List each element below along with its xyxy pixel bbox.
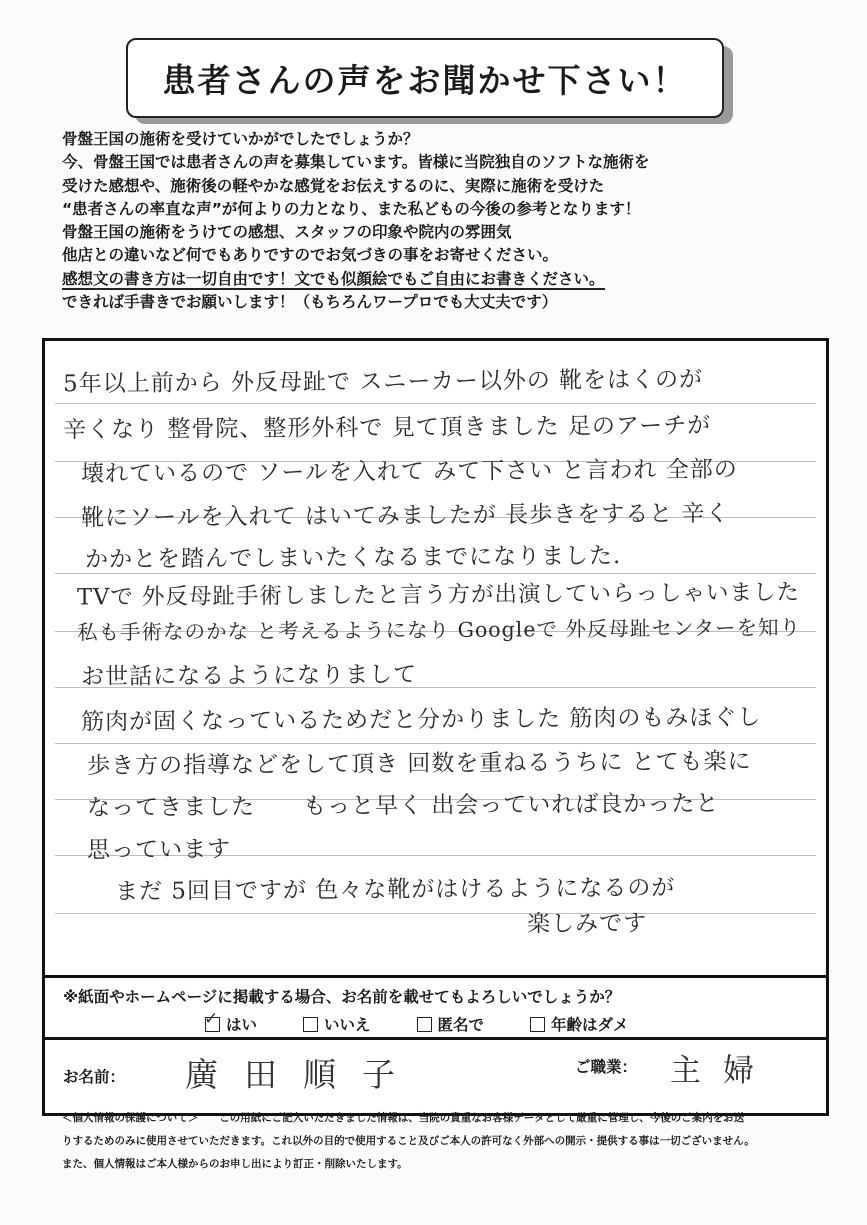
consent-option-yes[interactable] (204, 1008, 258, 1035)
privacy-line: また、個人情報はご本人様からのお申し出により訂正・削除いたします。 (62, 1158, 408, 1170)
handwritten-line: お世話になるようになりまして (80, 661, 418, 691)
handwritten-line: 筋肉が固くなっているためだと分かりました 筋肉のもみほぐし (80, 704, 762, 736)
name-divider (45, 1037, 826, 1040)
handwritten-line: 5年以上前から 外反母趾で スニーカー以外の 靴をはくのが (62, 366, 704, 398)
consent-option-no-age[interactable] (530, 1013, 629, 1035)
handwritten-line: 私も手術なのかな と考えるようになり Googleで 外反母趾センターを知り (76, 615, 802, 645)
occupation-label: ご職業： (575, 1058, 638, 1076)
handwritten-line: かかとを踏んでしまいたくなるまでになりました. (84, 543, 622, 573)
handwritten-line: 壊れているので ソールを入れて みて下さい と言われ 全部の (80, 456, 738, 488)
intro-line: 受けた感想や、施術後の軽やかな感覚をお伝えするのに、実際に施術を受けた (62, 176, 605, 195)
checkbox[interactable] (303, 1017, 318, 1032)
intro-line: 骨盤王国の施術を受けていかがでしたでしょうか？ (62, 130, 419, 148)
intro-line: 今、骨盤王国では患者さんの声を募集しています。皆様に当院独自のソフトな施術を (62, 153, 650, 172)
handwritten-line: まだ 5回目ですが 色々な靴がはけるようになるのが (114, 875, 676, 905)
intro-line: できれば手書きでお願いします！（もちろんワープロでも大丈夫です） (62, 293, 558, 312)
intro-line: 骨盤王国の施術をうけての感想、スタッフの印象や院内の雰囲気 (62, 223, 512, 242)
option-label: いいえ (324, 1016, 371, 1034)
checkbox[interactable] (204, 1008, 220, 1032)
handwritten-line: 思っています (86, 836, 232, 864)
handwritten-line: 辛くなり 整骨院、整形外科で 見て頂きました 足のアーチが (62, 412, 712, 444)
intro-line: “患者さんの率直な声”が何よりの力となり、また私どもの今後の参考となります！ (62, 199, 641, 218)
option-label: はい (226, 1016, 258, 1034)
handwritten-line: 歩き方の指導などをして頂き 回数を重ねるうちに とても楽に (86, 748, 752, 780)
response-box (42, 338, 829, 1116)
intro-line-text: 感想文の書き方は一切自由です！文でも似顔絵でもご自由にお書きください。 (62, 269, 605, 288)
check-mark-icon: ✓ (204, 1008, 219, 1029)
intro-line: 他店との違いなど何でもありですのでお気づきの事をお寄せください。 (62, 246, 559, 265)
option-label: 年齢はダメ (551, 1016, 629, 1034)
privacy-notice (62, 1107, 837, 1176)
handwritten-line: 靴にソールを入れて はいてみましたが 長歩きをすると 辛く (80, 500, 730, 532)
ruled-line (55, 913, 816, 914)
intro-line-underlined (62, 268, 852, 291)
checkbox[interactable] (417, 1017, 432, 1032)
consent-option-no[interactable] (303, 1013, 371, 1035)
ruled-writing-area (45, 341, 826, 976)
handwritten-line: なってきました もっと早く 出会っていれば良かったと (86, 790, 720, 822)
consent-divider (45, 975, 826, 978)
name-value[interactable]: 廣田順子 (185, 1055, 421, 1094)
consent-question: ※紙面やホームページに掲載する場合、お名前を載せてもよろしいでしょうか？ (63, 988, 621, 1006)
handwritten-line: 楽しみです (526, 910, 648, 938)
name-label: お名前： (63, 1068, 126, 1086)
intro-text (62, 128, 852, 314)
page-title: 患者さんの声をお聞かせ下さい！ (162, 60, 688, 100)
occupation-value[interactable]: 主婦 (670, 1053, 776, 1089)
handwritten-line: TVで 外反母趾手術しましたと言う方が出演していらっしゃいました (76, 579, 801, 611)
privacy-line: りするためのみに使用させていただきます。これ以外の目的で使用すること及びご本人の許可なく外部への開示・提供する事は一切ございません。 (62, 1135, 755, 1147)
title-box (126, 38, 724, 118)
consent-options (204, 1008, 629, 1035)
checkbox[interactable] (530, 1017, 545, 1032)
ruled-line (55, 403, 816, 404)
option-label: 匿名で (437, 1016, 485, 1034)
privacy-line: ＜個人情報の保護について＞ この用紙にご記入いただきました情報は、当院の貴重なお客様データとして厳重に管理し、今後のご案内をお送 (62, 1112, 745, 1124)
consent-option-anonymous[interactable] (417, 1013, 485, 1035)
